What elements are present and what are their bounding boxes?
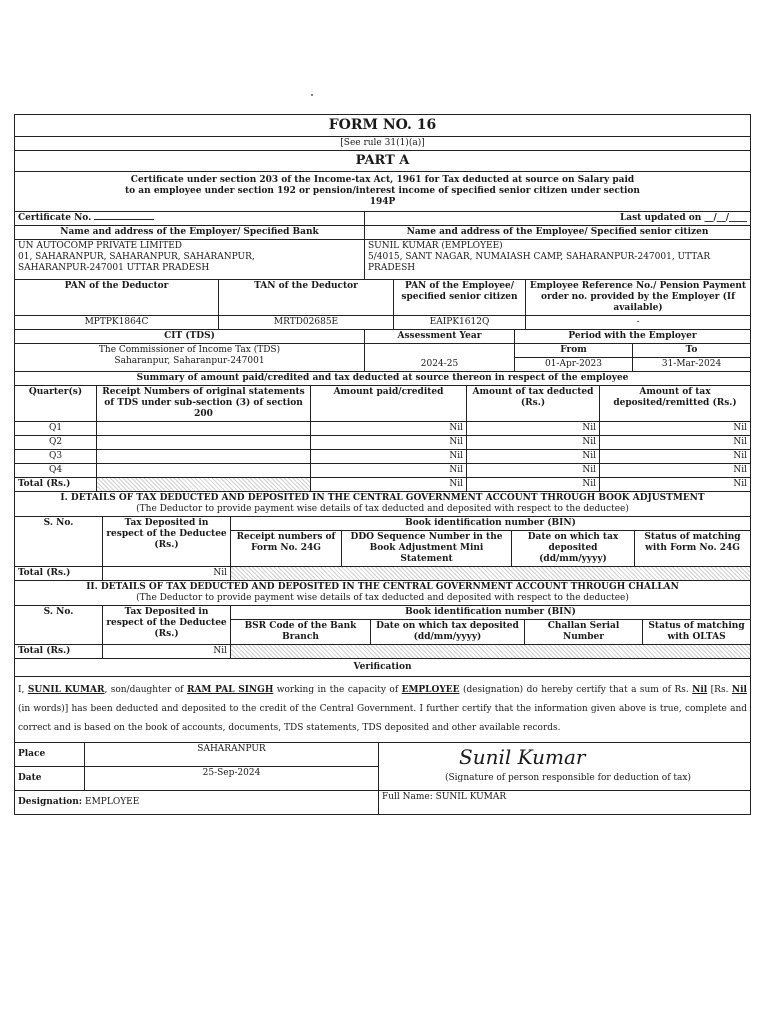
signature: Sunil Kumar — [459, 745, 586, 769]
employee-name: SUNIL KUMAR (EMPLOYEE) — [368, 241, 503, 251]
employee-address-2: PRADESH — [368, 263, 416, 273]
receipt-cell — [97, 422, 311, 436]
employee-details — [365, 240, 751, 280]
emp-ref: - — [526, 316, 751, 330]
designation — [15, 791, 379, 815]
place-value: SAHARANPUR — [85, 743, 379, 767]
pan-deductor: MPTPK1864C — [15, 316, 219, 330]
verification-text-1: I, — [18, 685, 25, 695]
last-updated — [365, 212, 751, 226]
paid-cell: Nil — [311, 436, 467, 450]
tan-deductor-label: TAN of the Deductor — [219, 280, 394, 316]
section1-sno: S. No. — [15, 517, 103, 567]
deducted-cell: Nil — [467, 436, 600, 450]
table-row — [15, 450, 751, 464]
certificate-description: Certificate under section 203 of the Income-tax Act, 1961 for Tax deducted at source on Salary paid to an employee under section 192 or pension/interest income of specified senior citizen under section 194P — [15, 172, 751, 212]
section2-tax-deposited: Tax Deposited in respect of the Deductee (Rs.) — [103, 606, 231, 645]
section2-col-challan: Challan Serial Number — [525, 620, 643, 645]
employee-header: Name and address of the Employee/ Specified senior citizen — [365, 226, 751, 240]
cit-address — [15, 344, 365, 372]
cit-table — [14, 329, 751, 372]
certificate-no — [15, 212, 365, 226]
verification-father: RAM PAL SINGH — [186, 685, 274, 695]
paid-cell: Nil — [311, 450, 467, 464]
full-name — [379, 791, 751, 815]
employer-address-2: SAHARANPUR-247001 UTTAR PRADESH — [18, 263, 210, 273]
deducted-cell: Nil — [467, 450, 600, 464]
part-a-heading: PART A — [15, 151, 751, 172]
place-label: Place — [15, 743, 85, 767]
summary-header-receipt: Receipt Numbers of original statements of TDS under sub-section (3) of section 200 — [97, 386, 311, 422]
verification-table — [14, 658, 751, 815]
summary-header-deducted: Amount of tax deducted (Rs.) — [467, 386, 600, 422]
section1-title: I. DETAILS OF TAX DEDUCTED AND DEPOSITED IN THE CENTRAL GOVERNMENT ACCOUNT THROUGH BOOK ADJUSTMENT — [60, 493, 705, 503]
certificate-no-label: Certificate No. — [18, 213, 92, 223]
section1-total-value: Nil — [103, 567, 231, 581]
cit-label: CIT (TDS) — [15, 330, 365, 344]
full-name-value: SUNIL KUMAR — [435, 792, 507, 802]
table-row — [15, 464, 751, 478]
verification-amount: Nil — [692, 685, 708, 695]
section2-total-value: Nil — [103, 645, 231, 659]
employee-address-1: 5/4015, SANT NAGAR, NUMAIASH CAMP, SAHARANPUR-247001, UTTAR — [368, 252, 711, 262]
summary-title: Summary of amount paid/credited and tax deducted at source thereon in respect of the employee — [15, 372, 751, 386]
form16-document — [14, 114, 750, 815]
receipt-cell — [97, 464, 311, 478]
paid-total: Nil — [311, 478, 467, 492]
table-row-total — [15, 478, 751, 492]
tan-deductor: MRTD02685E — [219, 316, 394, 330]
section1-col-receipt: Receipt numbers of Form No. 24G — [231, 531, 342, 567]
challan-table — [14, 580, 751, 659]
designation-value: EMPLOYEE — [85, 797, 140, 807]
deducted-total: Nil — [467, 478, 600, 492]
section2-sno: S. No. — [15, 606, 103, 645]
pan-tan-table — [14, 279, 751, 330]
period-to: 31-Mar-2024 — [633, 358, 751, 372]
deducted-cell: Nil — [467, 422, 600, 436]
total-label: Total (Rs.) — [15, 478, 97, 492]
verification-statement — [15, 677, 751, 743]
paid-cell: Nil — [311, 422, 467, 436]
pan-employee-label: PAN of the Employee/ specified senior citizen — [394, 280, 526, 316]
verification-text-3: working in the capacity of — [276, 685, 399, 695]
deducted-cell: Nil — [467, 464, 600, 478]
assessment-year-label: Assessment Year — [365, 330, 515, 344]
section2-col-bsr: BSR Code of the Bank Branch — [231, 620, 371, 645]
designation-label: Designation: — [18, 797, 83, 807]
quarter-cell: Q1 — [15, 422, 97, 436]
table-row — [15, 436, 751, 450]
section2-col-status: Status of matching with OLTAS — [643, 620, 751, 645]
section2-total-label: Total (Rs.) — [15, 645, 103, 659]
section1-hatched-cell — [231, 567, 751, 581]
to-label: To — [633, 344, 751, 358]
summary-header-paid: Amount paid/credited — [311, 386, 467, 422]
verification-text-6: (in words)] has been deducted and deposited to the credit of the Central Government. I further certify that the information given above is true, complete and correct and is based on the book of accounts, documents, TDS statements, TDS deposited and other available records. — [18, 704, 748, 733]
full-name-label: Full Name: — [382, 792, 433, 802]
receipt-cell-hatched — [97, 478, 311, 492]
form-rule: [See rule 31(1)(a)] — [15, 137, 751, 151]
quarter-cell: Q4 — [15, 464, 97, 478]
employer-address-1: 01, SAHARANPUR, SAHARANPUR, SAHARANPUR, — [18, 252, 255, 262]
section2-bin: Book identification number (BIN) — [231, 606, 751, 620]
verification-text-4: (designation) do hereby certify that a sum of Rs. — [462, 685, 689, 695]
section1-col-status: Status of matching with Form No. 24G — [635, 531, 751, 567]
section1-tax-deposited: Tax Deposited in respect of the Deductee (Rs.) — [103, 517, 231, 567]
emp-ref-label: Employee Reference No./ Pension Payment order no. provided by the Employer (If available) — [526, 280, 751, 316]
section1-col-date: Date on which tax deposited (dd/mm/yyyy) — [512, 531, 635, 567]
last-updated-value: __/__/____ — [704, 213, 748, 223]
certificate-no-value — [94, 219, 154, 220]
receipt-cell — [97, 450, 311, 464]
section2-title: II. DETAILS OF TAX DEDUCTED AND DEPOSITED IN THE CENTRAL GOVERNMENT ACCOUNT THROUGH CHALLAN — [86, 582, 679, 592]
section1-total-label: Total (Rs.) — [15, 567, 103, 581]
summary-table — [14, 371, 751, 492]
pan-employee: EAIPK1612Q — [394, 316, 526, 330]
verification-amount-words: Nil — [731, 685, 747, 695]
section2-col-date: Date on which tax deposited (dd/mm/yyyy) — [371, 620, 525, 645]
signature-cell — [379, 743, 751, 791]
table-row — [15, 422, 751, 436]
summary-header-deposited: Amount of tax deposited/remitted (Rs.) — [600, 386, 751, 422]
employer-details — [15, 240, 365, 280]
from-label: From — [515, 344, 633, 358]
quarter-cell: Q3 — [15, 450, 97, 464]
form-title: FORM NO. 16 — [15, 115, 751, 137]
date-label: Date — [15, 767, 85, 791]
assessment-year: 2024-25 — [365, 344, 515, 372]
cit-line-1: The Commissioner of Income Tax (TDS) — [98, 345, 281, 355]
signature-caption: (Signature of person responsible for deduction of tax) — [445, 773, 691, 783]
quarter-cell: Q2 — [15, 436, 97, 450]
verification-text-5: [Rs. — [710, 685, 729, 695]
deposited-cell: Nil — [600, 450, 751, 464]
verification-title: Verification — [15, 659, 751, 677]
section2-heading — [15, 581, 751, 606]
paid-cell: Nil — [311, 464, 467, 478]
receipt-cell — [97, 436, 311, 450]
period-from: 01-Apr-2023 — [515, 358, 633, 372]
section1-col-ddo: DDO Sequence Number in the Book Adjustment Mini Statement — [342, 531, 512, 567]
deposited-cell: Nil — [600, 464, 751, 478]
verification-text-2: , son/daughter of — [104, 685, 184, 695]
date-value: 25-Sep-2024 — [85, 767, 379, 791]
pan-deductor-label: PAN of the Deductor — [15, 280, 219, 316]
deposited-cell: Nil — [600, 422, 751, 436]
deposited-total: Nil — [600, 478, 751, 492]
employer-name: UN AUTOCOMP PRIVATE LIMITED — [18, 241, 182, 251]
section1-bin: Book identification number (BIN) — [231, 517, 751, 531]
section2-hatched-cell — [231, 645, 751, 659]
verification-name: SUNIL KUMAR — [27, 685, 105, 695]
scan-speck — [311, 94, 313, 96]
section2-subtitle: (The Deductor to provide payment wise details of tax deducted and deposited with respect to the deductee) — [136, 593, 629, 603]
book-adjustment-table — [14, 491, 751, 581]
verification-capacity: EMPLOYEE — [401, 685, 460, 695]
cit-line-2: Saharanpur, Saharanpur-247001 — [114, 356, 265, 366]
last-updated-label: Last updated on — [619, 213, 702, 223]
deposited-cell: Nil — [600, 436, 751, 450]
employer-header: Name and address of the Employer/ Specified Bank — [15, 226, 365, 240]
period-label: Period with the Employer — [515, 330, 751, 344]
section1-heading — [15, 492, 751, 517]
summary-header-quarter: Quarter(s) — [15, 386, 97, 422]
section1-subtitle: (The Deductor to provide payment wise details of tax deducted and deposited with respect to the deductee) — [136, 504, 629, 514]
form-header — [14, 114, 751, 280]
